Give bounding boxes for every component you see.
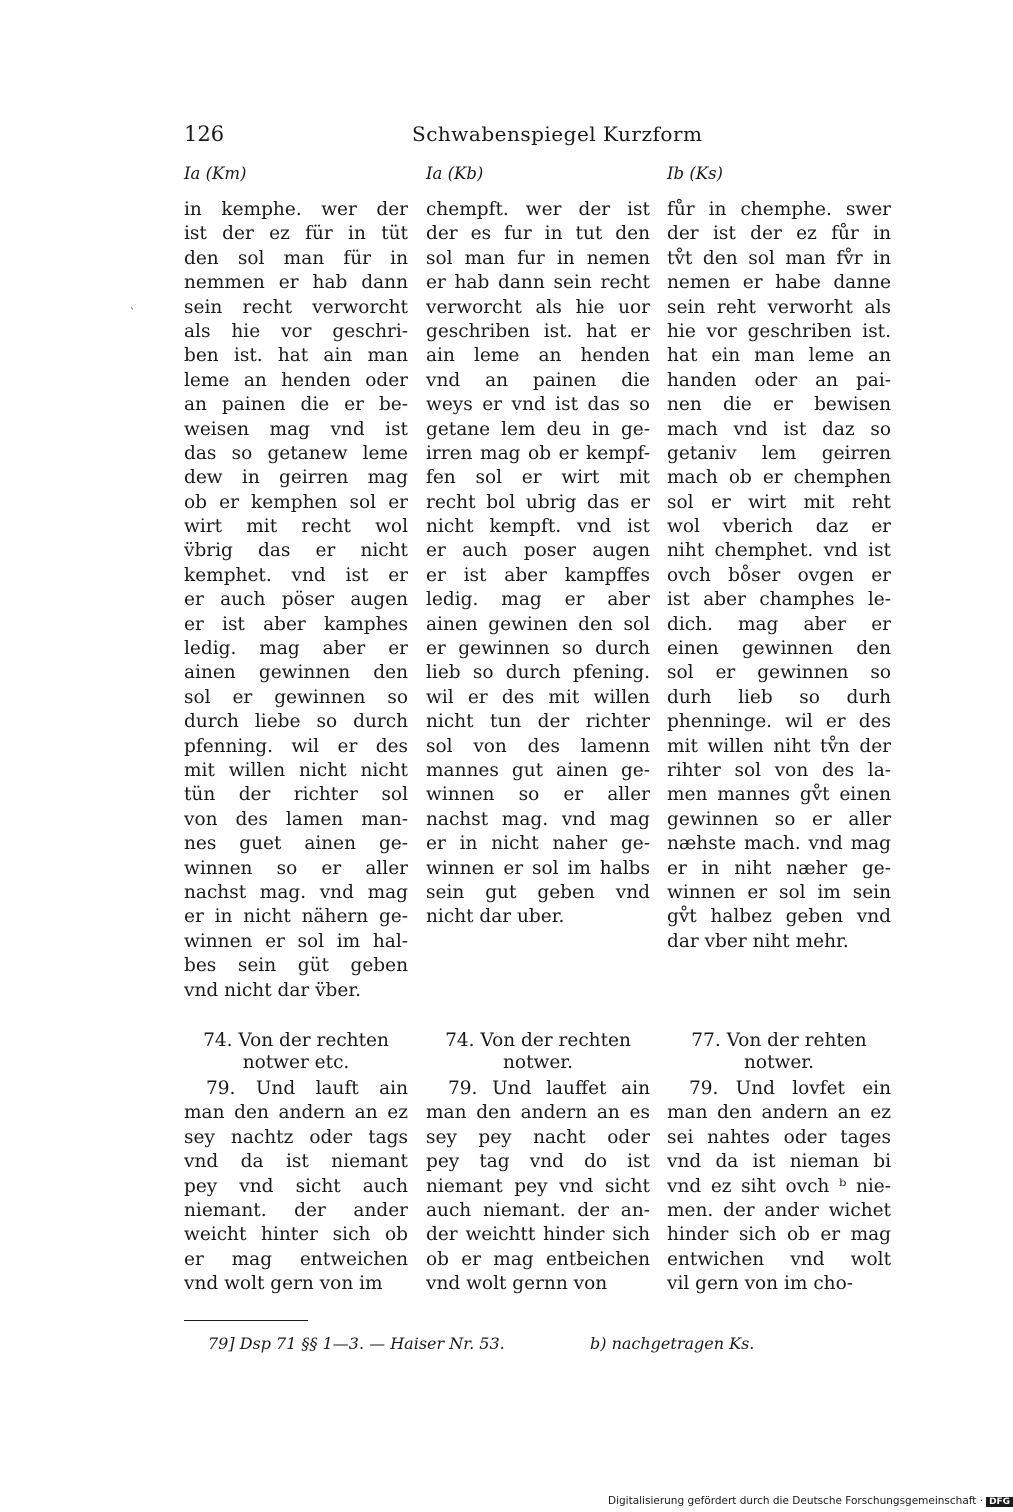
text-line: kemphet. vnd ist er: [184, 564, 408, 586]
page-number: 126: [184, 122, 225, 146]
text-line: phenninge. wil er des: [667, 711, 891, 733]
text-line: weys er vnd ist das so: [426, 394, 650, 416]
column-kb-text-upper: [426, 198, 650, 930]
text-line: man den andern an es: [426, 1102, 650, 1124]
text-line: sol er gewinnen so: [184, 686, 408, 708]
text-line: pey vnd sicht auch: [184, 1175, 408, 1197]
text-line: das so getanew leme: [184, 442, 408, 464]
text-line: er in nicht naher ge-: [426, 833, 650, 855]
text-line: ledig. mag er aber: [426, 589, 650, 611]
text-line: sol er gewinnen so: [667, 662, 891, 684]
text-line: niht chemphet. vnd ist: [667, 540, 891, 562]
text-line: pey tag vnd do ist: [426, 1151, 650, 1173]
text-line: der weichtt hinder sich: [426, 1224, 650, 1246]
text-line: ob er kemphen sol er: [184, 491, 408, 513]
text-line: nemen er habe danne: [667, 272, 891, 294]
text-line: hinder sich ob er mag: [667, 1224, 891, 1246]
text-line: getane lem deu in ge-: [426, 418, 650, 440]
text-line: fen sol er wirt mit: [426, 467, 650, 489]
column-km-siglum: Ia (Km): [184, 164, 247, 183]
text-line: weicht hinter sich ob: [184, 1224, 408, 1246]
text-line: als hie vor geschri-: [184, 320, 408, 342]
text-line: gv̊t halbez geben vnd: [667, 906, 891, 928]
text-line: sol von des lamenn: [426, 735, 650, 757]
text-line: er ist aber kampffes: [426, 564, 650, 586]
text-line: mach vnd ist daz so: [667, 418, 891, 440]
text-line: winnen er sol im sein: [667, 881, 891, 903]
text-line: wirt mit recht wol: [184, 516, 408, 538]
text-line: sei nahtes oder tages: [667, 1126, 891, 1148]
text-line: er auch poser augen: [426, 540, 650, 562]
running-title: Schwabenspiegel Kurzform: [412, 122, 703, 146]
text-line: weisen mag vnd ist: [184, 418, 408, 440]
text-line: bes sein güt geben: [184, 955, 408, 977]
text-line: vnd nicht dar v̈ber.: [184, 979, 362, 1001]
column-ks-text-upper: [667, 198, 891, 954]
text-line: der ist der ez fůr in: [667, 223, 891, 245]
column-ks-text-lower: [667, 1077, 891, 1297]
footnote-b: b) nachgetragen Ks.: [590, 1334, 755, 1353]
text-line: hat ein man leme an: [667, 345, 891, 367]
heading-line: notwer.: [744, 1052, 814, 1073]
text-line: er in nicht nähern ge-: [184, 906, 408, 928]
column-km-heading: [184, 1030, 408, 1074]
text-line: er hab dann sein recht: [426, 272, 650, 294]
dfg-logo: DFG: [986, 1497, 1013, 1507]
text-line: den sol man für in: [184, 247, 408, 269]
text-line: er ist aber kamphes: [184, 613, 408, 635]
digitization-text: Digitalisierung gefördert durch die Deutsche Forschungsgemeinschaft ·: [608, 1495, 984, 1507]
text-line: geschriben ist. hat er: [426, 320, 650, 342]
text-line: pfenning. wil er des: [184, 735, 408, 757]
text-line: man den andern an ez: [184, 1102, 408, 1124]
text-line: vil gern von im cho-: [667, 1273, 853, 1295]
text-line: nachst mag. vnd mag: [426, 808, 650, 830]
heading-line: 74. Von der rechten: [445, 1030, 631, 1051]
text-line: ob er mag entbeichen: [426, 1248, 650, 1270]
text-line: næhste mach. vnd mag: [667, 833, 891, 855]
text-line: ben ist. hat ain man: [184, 345, 408, 367]
text-line: er mag entweichen: [184, 1248, 408, 1270]
column-ks-siglum: Ib (Ks): [667, 164, 723, 183]
text-line: niemant pey vnd sicht: [426, 1175, 650, 1197]
text-line: durh lieb so durh: [667, 686, 891, 708]
heading-line: notwer.: [503, 1052, 573, 1073]
footnote-source: 79] Dsp 71 §§ 1—3. — Haiser Nr. 53.: [208, 1334, 505, 1353]
text-line: der es fur in tut den: [426, 223, 650, 245]
text-line: er in niht næher ge-: [667, 857, 891, 879]
text-line: tün der richter sol: [184, 784, 408, 806]
text-line: nicht tun der richter: [426, 711, 650, 733]
text-line: winnen er sol im hal-: [184, 930, 408, 952]
text-line: sol man fur in nemen: [426, 247, 650, 269]
margin-mark: ˋ: [130, 308, 135, 319]
text-line: sey pey nacht oder: [426, 1126, 650, 1148]
text-line: wol vberich daz er: [667, 516, 891, 538]
text-line: nicht dar uber.: [426, 906, 565, 928]
text-line: 79. Und lovfet ein: [689, 1078, 891, 1099]
text-line: vnd da ist nieman bi: [667, 1151, 891, 1173]
text-line: recht bol ubrig das er: [426, 491, 650, 513]
text-line: irren mag ob er kempf-: [426, 442, 650, 464]
text-line: lieb so durch pfening.: [426, 662, 650, 684]
text-line: er gewinnen so durch: [426, 638, 650, 660]
text-line: ain leme an henden: [426, 345, 650, 367]
digitization-notice: [608, 1495, 1013, 1507]
text-line: getaniv lem geirren: [667, 442, 891, 464]
footnote-rule: [184, 1320, 308, 1321]
text-line: nemmen er hab dann: [184, 272, 408, 294]
text-line: einen gewinnen den: [667, 638, 891, 660]
text-line: nes guet ainen ge-: [184, 833, 408, 855]
text-line: mit willen nicht nicht: [184, 759, 408, 781]
text-line: von des lamen man-: [184, 808, 408, 830]
text-line: v̈brig das er nicht: [184, 540, 408, 562]
text-line: 79. Und lauffet ain: [448, 1078, 650, 1099]
text-line: in kemphe. wer der: [184, 199, 408, 220]
text-line: entwichen vnd wolt: [667, 1248, 891, 1270]
text-line: mach ob er chemphen: [667, 467, 891, 489]
heading-line: notwer etc.: [242, 1052, 350, 1073]
column-ks-heading: [667, 1030, 891, 1074]
text-line: dich. mag aber er: [667, 613, 891, 635]
text-line: men mannes gv̊t einen: [667, 784, 891, 806]
text-line: sey nachtz oder tags: [184, 1126, 408, 1148]
text-line: dew in geirren mag: [184, 467, 408, 489]
text-line: vnd wolt gern von im: [184, 1273, 383, 1295]
text-line: man den andern an ez: [667, 1102, 891, 1124]
text-line: sol er wirt mit reht: [667, 491, 891, 513]
text-line: ainen gewinnen den: [184, 662, 408, 684]
text-line: wil er des mit willen: [426, 686, 650, 708]
text-line: ovch bo̊ser ovgen er: [667, 564, 891, 586]
text-line: sein recht verworcht: [184, 296, 408, 318]
text-line: durch liebe so durch: [184, 711, 408, 733]
text-line: rihter sol von des la-: [667, 759, 891, 781]
text-line: vnd ez siht ovch ᵇ nie-: [667, 1175, 891, 1197]
text-line: vnd an painen die: [426, 369, 650, 391]
text-line: handen oder an pai-: [667, 369, 891, 391]
text-line: winnen er sol im halbs: [426, 857, 650, 879]
text-line: dar vber niht mehr.: [667, 930, 849, 952]
text-line: vnd wolt gernn von: [426, 1273, 608, 1295]
text-line: gewinnen so er aller: [667, 808, 891, 830]
text-line: ist aber champhes le-: [667, 589, 891, 611]
text-line: leme an henden oder: [184, 369, 408, 391]
heading-line: 77. Von der rehten: [691, 1030, 867, 1051]
text-line: auch niemant. der an-: [426, 1199, 650, 1221]
text-line: nicht kempft. vnd ist: [426, 516, 650, 538]
text-line: tv̊t den sol man fv̊r in: [667, 247, 891, 269]
text-line: fůr in chemphe. swer: [667, 199, 891, 220]
text-line: sein reht verworht als: [667, 296, 891, 318]
text-line: nen die er bewisen: [667, 394, 891, 416]
column-kb-siglum: Ia (Kb): [426, 164, 484, 183]
text-line: winnen so er aller: [426, 784, 650, 806]
text-line: nachst mag. vnd mag: [184, 881, 408, 903]
text-line: er auch pöser augen: [184, 589, 408, 611]
text-line: verworcht als hie uor: [426, 296, 650, 318]
text-line: mannes gut ainen ge-: [426, 759, 650, 781]
text-line: niemant. der ander: [184, 1199, 408, 1221]
text-line: ainen gewinen den sol: [426, 613, 650, 635]
text-line: ledig. mag aber er: [184, 638, 408, 660]
text-line: 79. Und lauft ain: [206, 1078, 408, 1099]
text-line: mit willen niht tv̊n der: [667, 735, 891, 757]
text-line: vnd da ist niemant: [184, 1151, 408, 1173]
column-kb-heading: [426, 1030, 650, 1074]
text-line: hie vor geschriben ist.: [667, 320, 891, 342]
text-line: men. der ander wichet: [667, 1199, 891, 1221]
heading-line: 74. Von der rechten: [203, 1030, 389, 1051]
text-line: an painen die er be-: [184, 394, 408, 416]
column-km-text-lower: [184, 1077, 408, 1297]
column-km-text-upper: [184, 198, 408, 1003]
text-line: chempft. wer der ist: [426, 199, 650, 220]
text-line: winnen so er aller: [184, 857, 408, 879]
column-kb-text-lower: [426, 1077, 650, 1297]
text-line: sein gut geben vnd: [426, 881, 650, 903]
text-line: ist der ez für in tüt: [184, 223, 408, 245]
